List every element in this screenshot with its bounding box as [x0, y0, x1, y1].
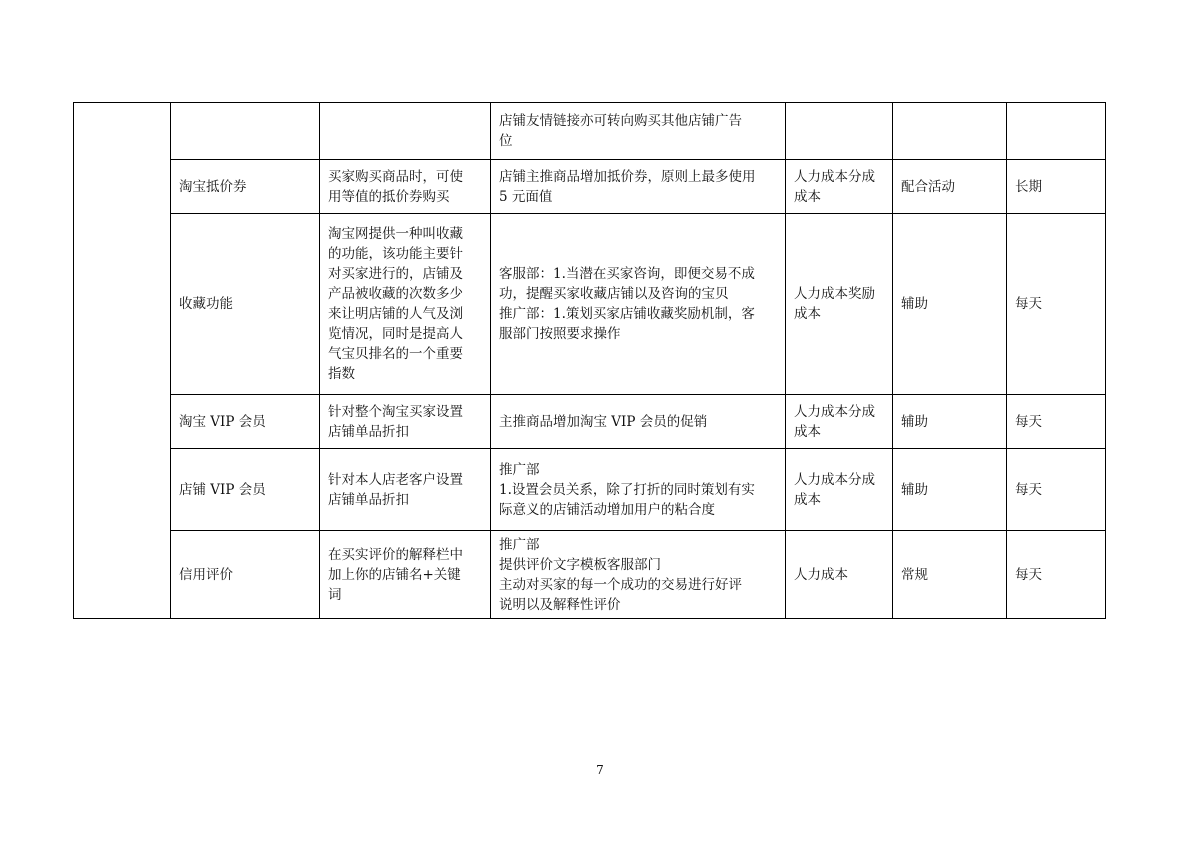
role-cell: 常规 [893, 531, 1007, 619]
description-cell: 针对本人店老客户设置 店铺单品折扣 [320, 449, 491, 531]
action-cell: 推广部 提供评价文字模板客服部门 主动对买家的每一个成功的交易进行好评 说明以及解释性评价 [491, 531, 786, 619]
table-row [74, 103, 1106, 160]
action-cell: 店铺主推商品增加抵价券，原则上最多使用 5 元面值 [491, 160, 786, 214]
cost-cell [786, 103, 893, 160]
frequency-cell: 每天 [1007, 531, 1106, 619]
table-row [74, 531, 1106, 619]
page-number: 7 [596, 763, 604, 777]
description-cell: 在买实评价的解释栏中 加上你的店铺名+关键 词 [320, 531, 491, 619]
table-row [74, 160, 1106, 214]
role-cell: 辅助 [893, 449, 1007, 531]
method-name-cell: 店铺 VIP 会员 [171, 449, 320, 531]
method-name-cell: 信用评价 [171, 531, 320, 619]
cost-cell: 人力成本 [786, 531, 893, 619]
action-cell: 主推商品增加淘宝 VIP 会员的促销 [491, 395, 786, 449]
action-cell: 客服部：1.当潜在买家咨询，即便交易不成 功，提醒买家收藏店铺以及咨询的宝贝 推广部：1.策划买家店铺收藏奖励机制，客 服部门按照要求操作 [491, 214, 786, 395]
frequency-cell: 每天 [1007, 214, 1106, 395]
description-cell [320, 103, 491, 160]
method-name-cell: 淘宝抵价券 [171, 160, 320, 214]
description-cell: 买家购买商品时，可使 用等值的抵价券购买 [320, 160, 491, 214]
cost-cell: 人力成本奖励 成本 [786, 214, 893, 395]
description-cell: 针对整个淘宝买家设置 店铺单品折扣 [320, 395, 491, 449]
method-name-cell: 收藏功能 [171, 214, 320, 395]
frequency-cell: 每天 [1007, 395, 1106, 449]
category-cell [74, 103, 171, 619]
cost-cell: 人力成本分成 成本 [786, 395, 893, 449]
promotion-table [73, 102, 1106, 619]
frequency-cell [1007, 103, 1106, 160]
role-cell: 配合活动 [893, 160, 1007, 214]
table-row [74, 395, 1106, 449]
description-cell: 淘宝网提供一种叫收藏 的功能，该功能主要针 对买家进行的，店铺及 产品被收藏的次数多少 来让明店铺的人气及浏 览情况，同时是提高人 气宝贝排名的一个重要 指数 [320, 214, 491, 395]
method-name-cell: 淘宝 VIP 会员 [171, 395, 320, 449]
role-cell: 辅助 [893, 214, 1007, 395]
table-row [74, 214, 1106, 395]
frequency-cell: 长期 [1007, 160, 1106, 214]
role-cell: 辅助 [893, 395, 1007, 449]
role-cell [893, 103, 1007, 160]
cost-cell: 人力成本分成 成本 [786, 160, 893, 214]
action-cell: 推广部 1.设置会员关系，除了打折的同时策划有实 际意义的店铺活动增加用户的粘合度 [491, 449, 786, 531]
table-row [74, 449, 1106, 531]
frequency-cell: 每天 [1007, 449, 1106, 531]
action-cell: 店铺友情链接亦可转向购买其他店铺广告 位 [491, 103, 786, 160]
cost-cell: 人力成本分成 成本 [786, 449, 893, 531]
method-name-cell [171, 103, 320, 160]
